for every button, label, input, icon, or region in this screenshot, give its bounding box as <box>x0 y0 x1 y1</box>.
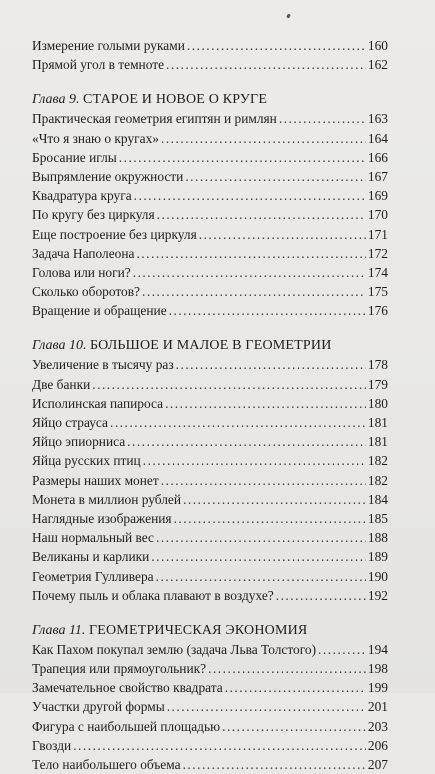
toc-entry-title: Участки другой формы <box>32 699 165 715</box>
toc-entry-title: Еще построение без циркуля <box>32 226 197 242</box>
toc-entry-page-number: 179 <box>367 376 388 392</box>
toc-entry-title: Практическая геометрия египтян и римлян <box>32 111 277 127</box>
toc-entry <box>32 394 388 413</box>
dot-leader <box>225 678 366 697</box>
toc-entry <box>32 109 388 128</box>
dot-leader <box>183 755 366 774</box>
toc-entry-title: Почему пыль и облака плавают в воздухе? <box>32 587 274 603</box>
toc-entry-title: Выпрямление окружности <box>32 168 184 184</box>
dot-leader <box>119 148 366 167</box>
chapter-number: Глава 11. <box>32 622 86 638</box>
toc-entry-title: Бросание иглы <box>32 149 117 165</box>
dot-leader <box>143 451 366 470</box>
toc-entry-title: Яйцо эпиорниса <box>32 434 126 450</box>
toc-entry-title: Великаны и карлики <box>32 549 150 565</box>
toc-entry-title: Как Пахом покупал землю (задача Льва Толстого) <box>32 641 317 657</box>
toc-entry-title: По кругу без циркуля <box>32 207 155 223</box>
toc-entry-title: Увеличение в тысячу раз <box>32 357 174 373</box>
toc-entry-title: Трапеция или прямоугольник? <box>32 661 207 677</box>
dot-leader <box>183 490 366 509</box>
chapter-heading <box>32 336 388 355</box>
print-speck <box>286 14 291 19</box>
toc-entry <box>32 36 388 55</box>
chapter-heading <box>32 621 388 640</box>
dot-leader <box>176 355 366 374</box>
toc-entry-page-number: 199 <box>367 680 388 696</box>
chapter-title: СТАРОЕ И НОВОЕ О КРУГЕ <box>82 92 268 108</box>
dot-leader <box>208 659 366 678</box>
toc-entry-title: Задача Наполеона <box>32 245 135 261</box>
dot-leader <box>169 301 366 320</box>
chapter-number: Глава 10. <box>32 338 87 354</box>
toc-entry-page-number: 189 <box>367 549 388 565</box>
toc-entry-title: Сколько оборотов? <box>32 284 140 300</box>
toc-entry-page-number: 181 <box>367 415 388 430</box>
dot-leader <box>110 413 366 432</box>
toc-entry-page-number: 182 <box>367 453 388 469</box>
toc-entry-page-number: 190 <box>367 568 388 584</box>
toc-entry-title: Вращение и обращение <box>32 303 167 319</box>
toc-entry <box>32 355 388 374</box>
toc-entry-title: Наглядные изображения <box>32 510 172 526</box>
toc-entry-page-number: 198 <box>367 661 388 677</box>
toc-entry-page-number: 172 <box>367 245 388 261</box>
dot-leader <box>187 36 366 55</box>
dot-leader <box>136 244 365 263</box>
table-of-contents <box>32 36 388 774</box>
toc-entry <box>32 509 388 528</box>
toc-entry-page-number: 163 <box>367 111 388 127</box>
toc-entry-page-number: 201 <box>367 699 388 715</box>
toc-entry-title: Тело наибольшего объема <box>32 757 181 772</box>
dot-leader <box>127 432 366 451</box>
toc-entry-page-number: 188 <box>367 530 388 546</box>
toc-entry-page-number: 192 <box>367 587 388 603</box>
toc-entry-page-number: 164 <box>367 130 388 146</box>
dot-leader <box>156 567 366 586</box>
toc-entry-page-number: 182 <box>367 472 388 488</box>
toc-entry-title: Измерение голыми руками <box>32 38 185 53</box>
dot-leader <box>92 375 366 394</box>
toc-entry-page-number: 170 <box>367 207 388 223</box>
toc-entry <box>32 167 388 186</box>
toc-entry-title: Замечательное свойство квадрата <box>32 680 223 696</box>
toc-entry-title: «Что я знаю о кругах» <box>32 130 159 146</box>
toc-entry-title: Голова или ноги? <box>32 264 131 280</box>
toc-entry-page-number: 169 <box>367 188 388 204</box>
dot-leader <box>318 640 366 659</box>
toc-entry-page-number: 167 <box>367 168 388 184</box>
toc-entry-title: Квадратура круга <box>32 188 132 204</box>
dot-leader <box>142 282 366 301</box>
toc-entry-title: Монета в миллион рублей <box>32 491 182 507</box>
toc-entry-page-number: 206 <box>367 737 388 753</box>
dot-leader <box>185 167 366 186</box>
toc-entry <box>32 640 388 659</box>
dot-leader <box>151 547 366 566</box>
toc-entry <box>32 528 388 547</box>
toc-entry <box>32 186 388 205</box>
dot-leader <box>134 186 366 205</box>
toc-entry-page-number: 166 <box>367 149 388 165</box>
toc-entry <box>32 736 388 755</box>
toc-entry-page-number: 185 <box>367 510 388 526</box>
toc-entry <box>32 586 388 605</box>
dot-leader <box>222 717 366 736</box>
toc-entry <box>32 697 388 716</box>
toc-entry-title: Наш нормальный вес <box>32 530 154 546</box>
toc-entry <box>32 55 388 74</box>
chapter-number: Глава 9. <box>32 92 80 108</box>
chapter-heading <box>32 90 388 109</box>
toc-entry <box>32 413 388 432</box>
toc-entry <box>32 432 388 451</box>
toc-entry-page-number: 180 <box>367 395 388 411</box>
toc-entry-page-number: 184 <box>367 491 388 507</box>
toc-entry <box>32 282 388 301</box>
toc-entry <box>32 490 388 509</box>
toc-entry <box>32 205 388 224</box>
toc-entry <box>32 451 388 470</box>
toc-entry <box>32 755 388 774</box>
dot-leader <box>161 129 366 148</box>
toc-entry-title: Геометрия Гулливера <box>32 568 154 584</box>
toc-entry <box>32 301 388 320</box>
toc-entry <box>32 148 388 167</box>
dot-leader <box>199 225 366 244</box>
toc-entry <box>32 471 388 490</box>
toc-entry-title: Гвозди <box>32 737 72 753</box>
toc-entry-title: Фигура с наибольшей площадью <box>32 718 221 734</box>
toc-entry-page-number: 174 <box>367 264 388 280</box>
toc-entry <box>32 567 388 586</box>
toc-entry-title: Яйца русских птиц <box>32 453 141 469</box>
dot-leader <box>133 263 366 282</box>
toc-entry-page-number: 160 <box>367 38 388 53</box>
chapter-title: БОЛЬШОЕ И МАЛОЕ В ГЕОМЕТРИИ <box>89 338 332 354</box>
toc-entry-page-number: 171 <box>367 226 388 242</box>
toc-entry-page-number: 181 <box>367 434 388 450</box>
toc-entry-page-number: 194 <box>367 641 388 657</box>
toc-entry <box>32 678 388 697</box>
toc-entry-title: Две банки <box>32 376 91 392</box>
dot-leader <box>161 471 366 490</box>
dot-leader <box>156 528 366 547</box>
toc-entry-title: Яйцо страуса <box>32 415 108 430</box>
dot-leader <box>279 109 366 128</box>
toc-entry <box>32 659 388 678</box>
toc-entry-title: Прямой угол в темноте <box>32 57 165 73</box>
dot-leader <box>157 205 366 224</box>
toc-entry-title: Исполинская папироса <box>32 395 164 411</box>
toc-entry-page-number: 176 <box>367 303 388 319</box>
toc-entry <box>32 547 388 566</box>
dot-leader <box>165 394 366 413</box>
toc-entry <box>32 263 388 282</box>
dot-leader <box>73 736 366 755</box>
dot-leader <box>174 509 366 528</box>
toc-entry-page-number: 162 <box>367 57 388 73</box>
toc-entry-page-number: 175 <box>367 284 388 300</box>
toc-entry <box>32 717 388 736</box>
toc-entry-title: Размеры наших монет <box>32 472 159 488</box>
toc-entry <box>32 375 388 394</box>
dot-leader <box>166 55 366 74</box>
toc-entry <box>32 225 388 244</box>
toc-entry <box>32 129 388 148</box>
toc-entry-page-number: 178 <box>367 357 388 373</box>
dot-leader <box>276 586 366 605</box>
toc-entry-page-number: 203 <box>367 718 388 734</box>
dot-leader <box>167 697 366 716</box>
toc-entry <box>32 244 388 263</box>
chapter-title: ГЕОМЕТРИЧЕСКАЯ ЭКОНОМИЯ <box>88 622 308 638</box>
toc-entry-page-number: 207 <box>367 757 388 772</box>
